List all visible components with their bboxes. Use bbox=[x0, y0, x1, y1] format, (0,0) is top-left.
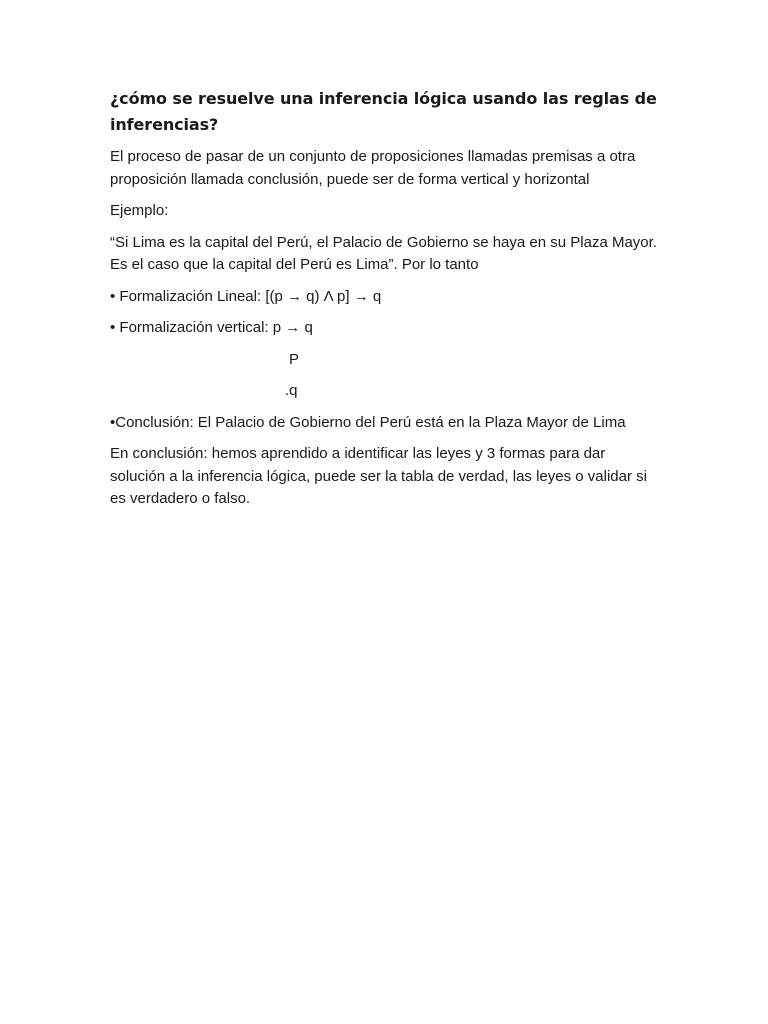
formalization-vertical: • Formalización vertical: p → q bbox=[110, 319, 313, 336]
intro-paragraph: El proceso de pasar de un conjunto de proposiciones llamadas premisas a otra proposición llamada conclusión, puede ser de forma vertical y horizontal bbox=[110, 148, 636, 188]
vertical-premise-p: P bbox=[289, 350, 300, 368]
final-paragraph: En conclusión: hemos aprendido a identificar las leyes y 3 formas para dar solución a la inferencia lógica, puede ser la tabla de verdad, las leyes o validar si es verdadero o falso. bbox=[110, 445, 647, 507]
conclusion-paragraph: •Conclusión: El Palacio de Gobierno del Perú está en la Plaza Mayor de Lima bbox=[110, 413, 626, 431]
document-page bbox=[110, 86, 658, 520]
example-label: Ejemplo: bbox=[110, 202, 169, 219]
vertical-conclusion-q: .q bbox=[285, 382, 298, 399]
example-quote: “Si Lima es la capital del Perú, el Palacio de Gobierno se haya en su Plaza Mayor. Es el caso que la capital del Perú es Lima”. Por lo tanto bbox=[110, 233, 657, 273]
document-title: ¿cómo se resuelve una inferencia lógica usando las reglas de inferencias? bbox=[110, 89, 657, 134]
formalization-lineal: • Formalización Lineal: [(p → q) Λ p] → q bbox=[110, 287, 382, 305]
